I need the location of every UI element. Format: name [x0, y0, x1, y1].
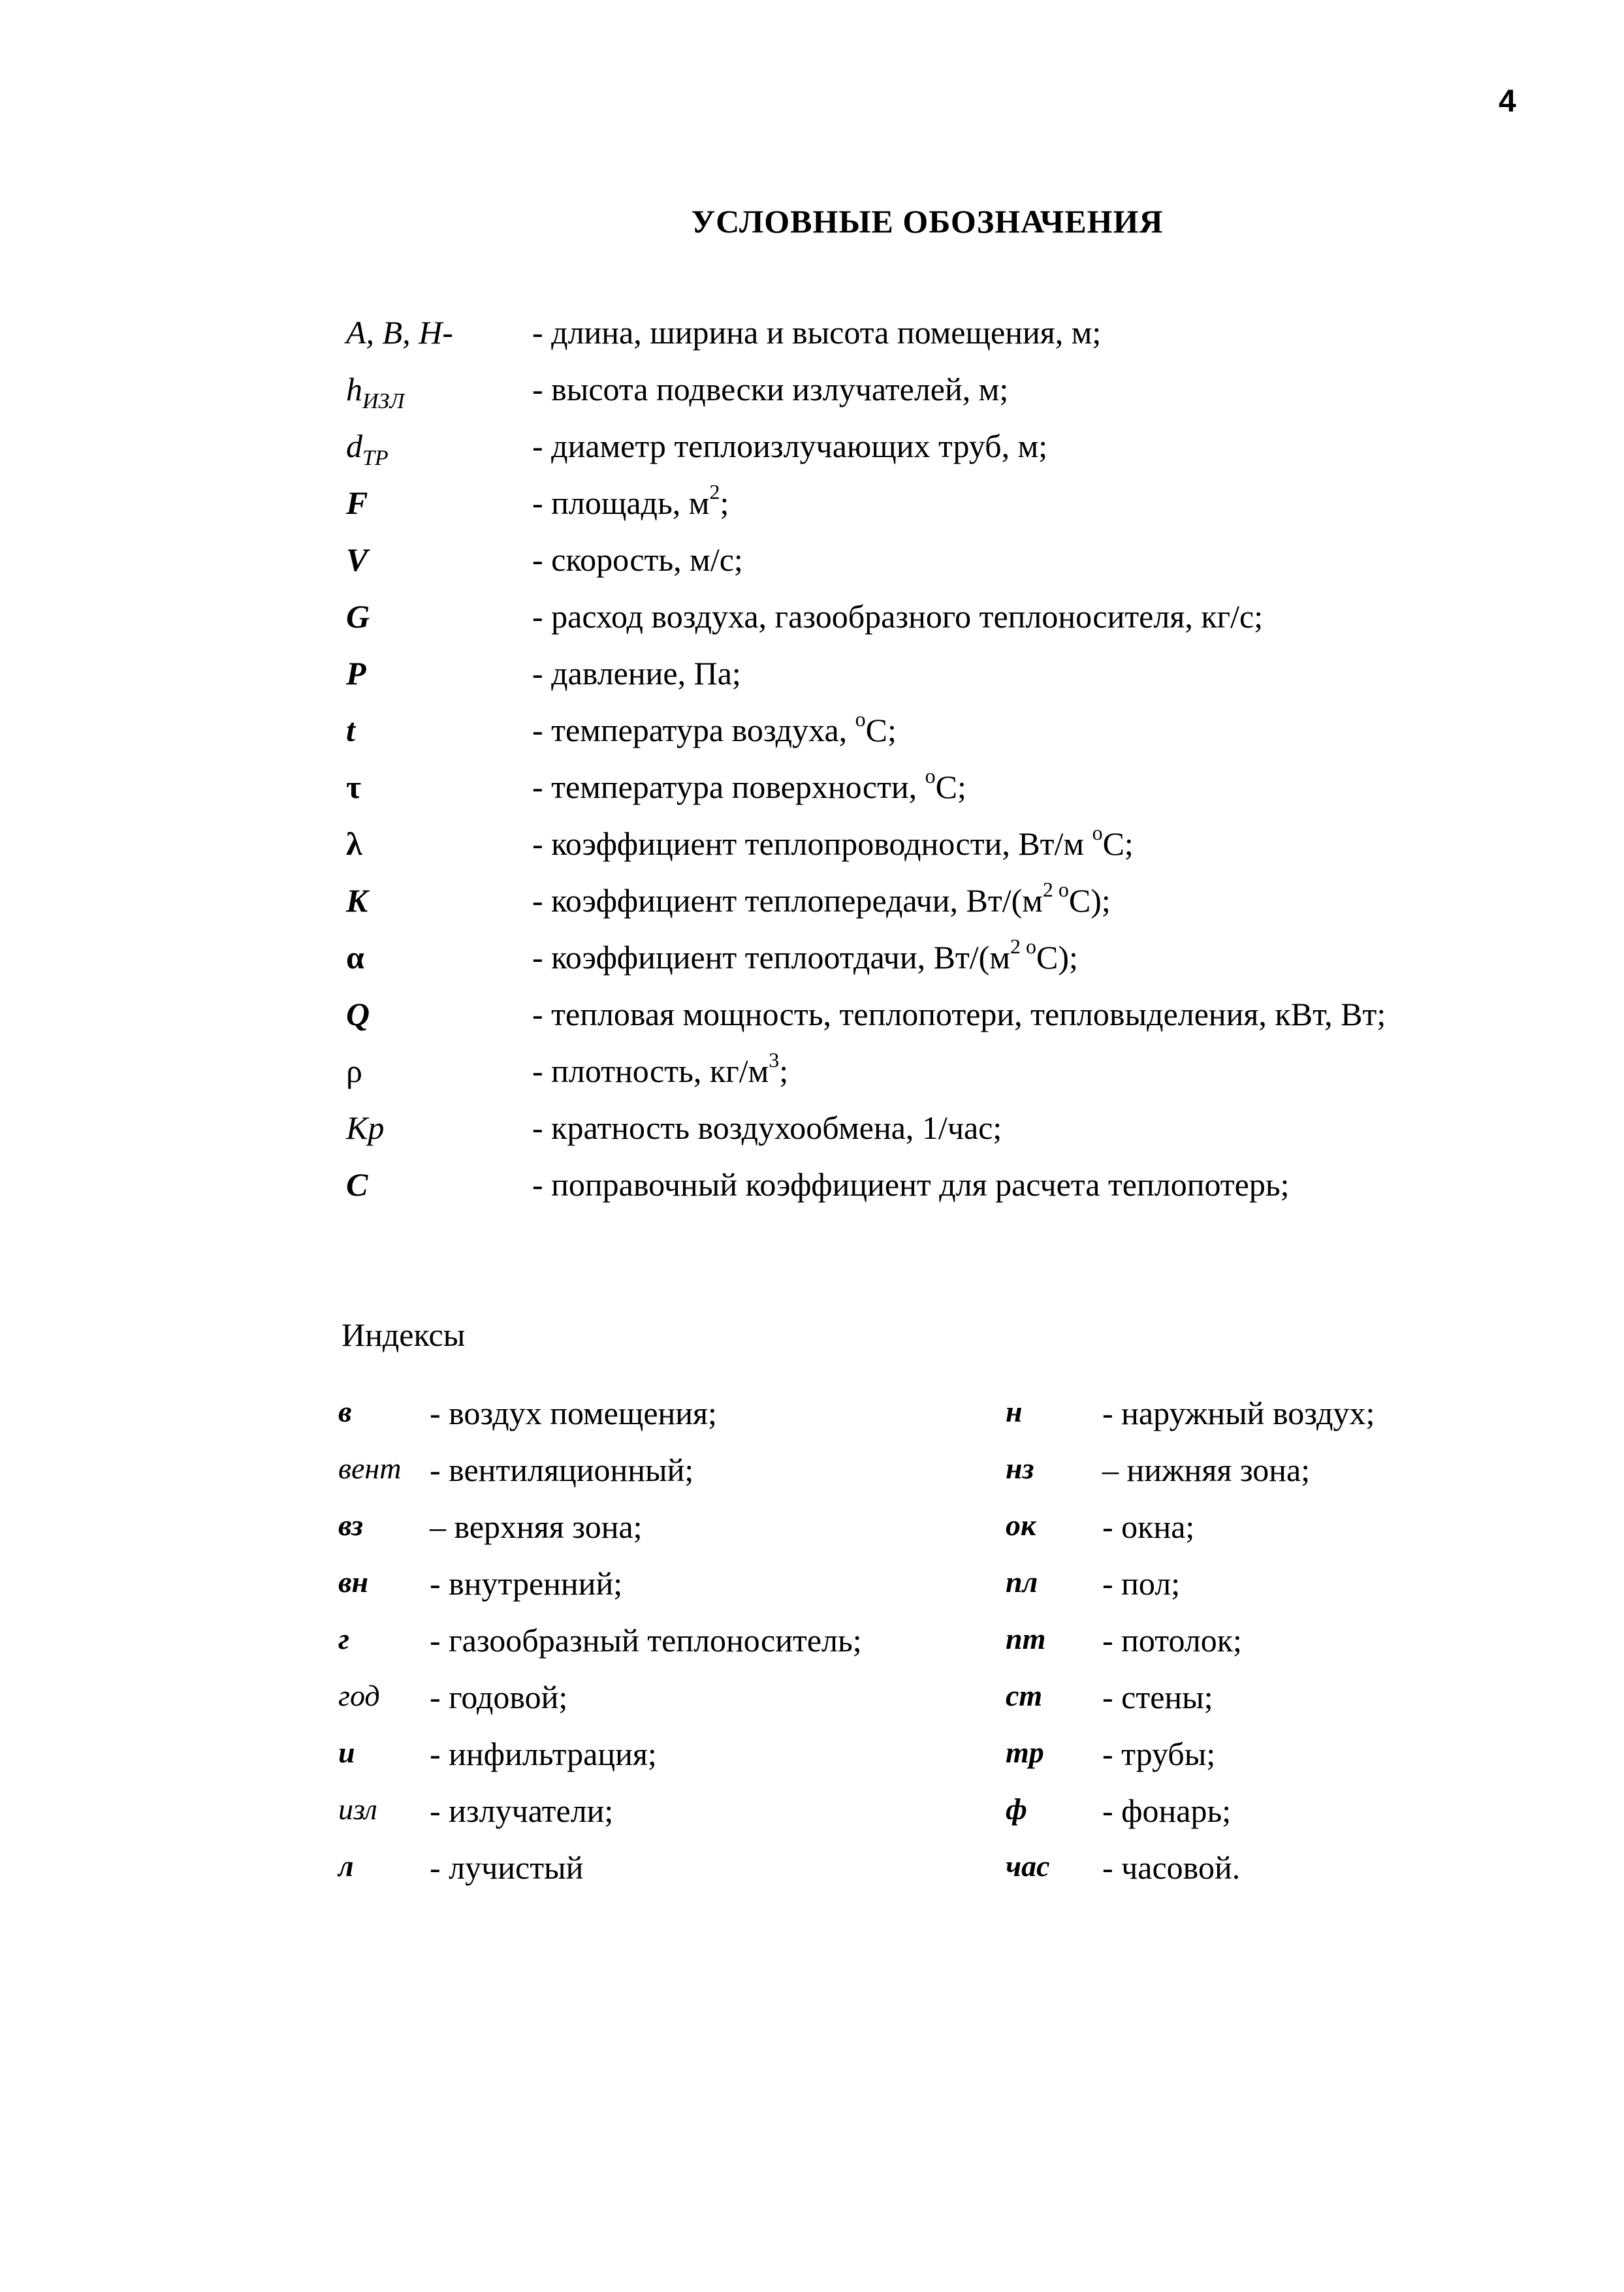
- index-description: - трубы;: [1102, 1736, 1216, 1772]
- symbol: τ: [346, 769, 362, 805]
- index-description: - наружный воздух;: [1102, 1395, 1375, 1431]
- page-title: УСЛОВНЫЕ ОБОЗНАЧЕНИЯ: [691, 203, 1164, 240]
- index-key: вз: [338, 1508, 363, 1542]
- symbol-description: - скорость, м/с;: [532, 541, 743, 578]
- symbol: ρ: [346, 1053, 362, 1089]
- symbol: λ: [346, 825, 362, 862]
- index-key: год: [338, 1679, 380, 1712]
- index-key: пт: [1006, 1622, 1046, 1655]
- symbol-description: - тепловая мощность, теплопотери, тепловыделения, кВт, Вт;: [532, 996, 1386, 1032]
- symbol-description: - коэффициент теплоотдачи, $Вт/(м^{2 o}С)$;: [532, 934, 1078, 976]
- symbol: G: [346, 598, 370, 635]
- symbol: $h_{ИЗЛ}$: [346, 371, 405, 413]
- symbol-description: - длина, ширина и высота помещения, м;: [532, 314, 1102, 351]
- symbol: t: [346, 712, 355, 748]
- index-key: ст: [1006, 1679, 1043, 1712]
- index-description: - потолок;: [1102, 1622, 1242, 1659]
- index-description: - пол;: [1102, 1565, 1181, 1602]
- symbol: P: [346, 655, 366, 692]
- symbol-description: - коэффициент теплопередачи, $Вт/(м^{2 o}С)$;: [532, 878, 1111, 919]
- symbol: Q: [346, 996, 370, 1032]
- symbol: V: [346, 541, 368, 578]
- index-key: тр: [1006, 1736, 1044, 1769]
- index-key: ф: [1006, 1792, 1027, 1826]
- index-key: л: [338, 1849, 354, 1883]
- symbol-description: - давление, Па;: [532, 655, 741, 692]
- index-key: нз: [1006, 1452, 1034, 1485]
- symbol: α: [346, 939, 364, 976]
- index-description: - инфильтрация;: [430, 1736, 657, 1772]
- symbol: C: [346, 1166, 368, 1203]
- index-description: - фонарь;: [1102, 1792, 1232, 1829]
- index-description: - окна;: [1102, 1508, 1195, 1545]
- index-key: н: [1006, 1395, 1023, 1428]
- page-number: 4: [1499, 84, 1516, 119]
- index-description: - вентиляционный;: [430, 1452, 694, 1488]
- symbol: Kр: [346, 1109, 385, 1146]
- symbol-description: - температура поверхности, $^o$С;: [532, 764, 966, 805]
- index-description: - стены;: [1102, 1679, 1213, 1715]
- index-description: - внутренний;: [430, 1565, 623, 1602]
- symbol-description: - высота подвески излучателей, м;: [532, 371, 1009, 407]
- index-key: пл: [1006, 1565, 1038, 1599]
- index-description: – нижняя зона;: [1102, 1452, 1311, 1488]
- index-key: в: [338, 1395, 352, 1428]
- index-key: и: [338, 1736, 355, 1769]
- symbol-description: - температура воздуха, $^o$С;: [532, 707, 897, 748]
- symbol-description: - кратность воздухообмена, 1/час;: [532, 1109, 1002, 1146]
- symbol-description: - площадь, $м^2$;: [532, 480, 729, 521]
- symbol-description: - диаметр теплоизлучающих труб, м;: [532, 428, 1048, 464]
- index-key: ок: [1006, 1508, 1036, 1542]
- symbol-description: - расход воздуха, газообразного теплоносителя, кг/с;: [532, 598, 1264, 635]
- index-key: вн: [338, 1565, 369, 1599]
- symbol: $d_{ТР}$: [346, 428, 389, 470]
- index-description: - газообразный теплоноситель;: [430, 1622, 862, 1659]
- index-key: вент: [338, 1452, 402, 1485]
- index-description: - воздух помещения;: [430, 1395, 717, 1431]
- symbol-description: - коэффициент теплопроводности, Вт/м $^o$С;: [532, 821, 1134, 862]
- indexes-heading: Индексы: [342, 1316, 466, 1353]
- symbol: A, B, H-: [346, 314, 453, 351]
- index-description: - излучатели;: [430, 1792, 614, 1829]
- symbol-description: - поправочный коэффициент для расчета теплопотерь;: [532, 1166, 1290, 1203]
- index-key: г: [338, 1622, 349, 1655]
- symbol-description: - плотность, $кг/м^3$;: [532, 1048, 789, 1089]
- index-key: час: [1006, 1849, 1050, 1883]
- index-description: - часовой.: [1102, 1849, 1241, 1886]
- symbol: K: [346, 882, 368, 919]
- index-description: – верхняя зона;: [430, 1508, 643, 1545]
- index-description: - лучистый: [430, 1849, 584, 1886]
- index-key: изл: [338, 1792, 377, 1826]
- index-description: - годовой;: [430, 1679, 568, 1715]
- symbol: F: [346, 485, 368, 521]
